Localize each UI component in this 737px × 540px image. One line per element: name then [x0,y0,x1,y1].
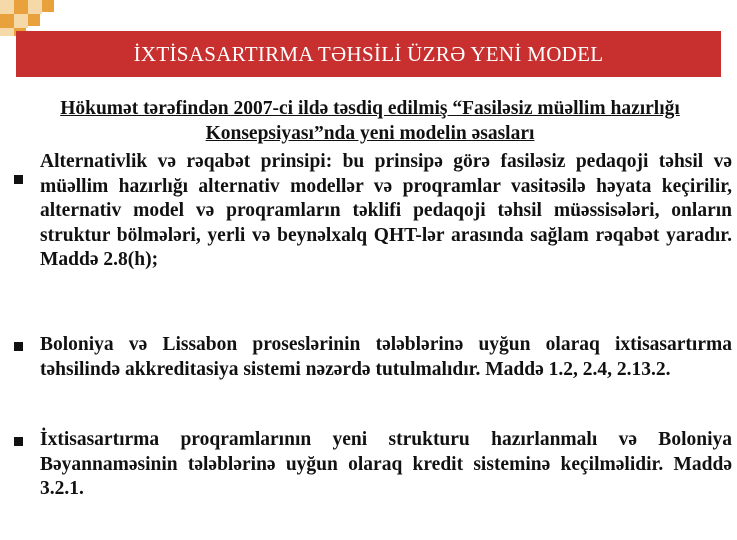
section-subtitle: Hökumət tərəfindən 2007-ci ildə təsdiq edilmiş “Fasiləsiz müəllim hazırlığı Konsepsiyası”nda yeni modelin əsasları [60,98,680,144]
square-bullet-icon [14,342,23,351]
bullet-text: Boloniya və Lissabon proseslərinin tələblərinə uyğun olaraq ixtisasartırma təhsilində akkreditasiya sistemi nəzərdə tutulmalıdır. Maddə 1.2, 2.4, 2.13.2. [40,334,732,380]
slide-title: İXTİSASARTIRMA TƏHSİLİ ÜZRƏ YENİ MODEL [133,41,604,66]
square-bullet-icon [14,175,23,184]
square-bullet-icon [14,437,23,446]
bullet-text: İxtisasartırma proqramlarının yeni strukturu hazırlanmalı və Boloniya Bəyannaməsinin tələblərinə uyğun olaraq kredit sisteminə keçilməlidir. Maddə 3.2.1. [40,429,732,499]
title-banner [16,31,721,77]
bullet-text: Alternativlik və rəqabət prinsipi: bu prinsipə görə fasiləsiz pedaqoji təhsil və müəllim hazırlığı alternativ modellər və proqramlar vasitəsilə həyata keçirilir, alternativ model və proqramların təklifi pedaqoji təhsil müəssisələri, onların struktur bölmələri, yerli və beynəlxalq QHT-lər arasında sağlam rəqabət yaradır. Maddə 2.8(h); [40,151,732,270]
